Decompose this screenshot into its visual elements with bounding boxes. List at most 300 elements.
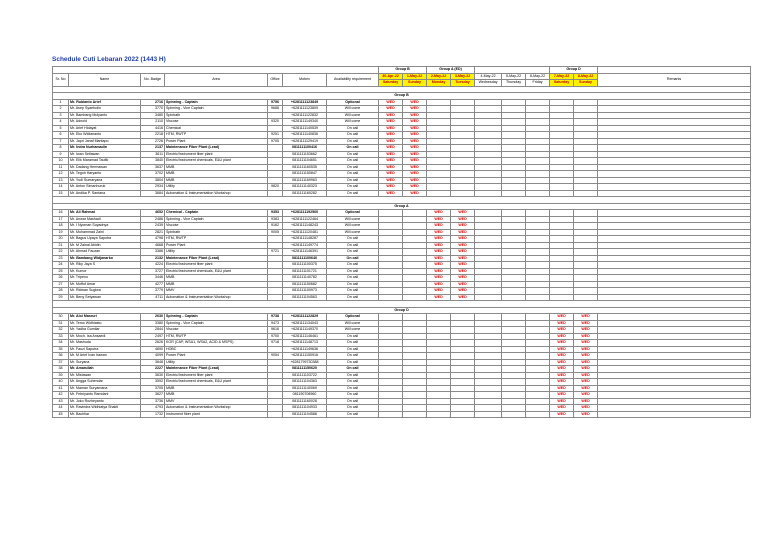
area-cell: MMB xyxy=(165,275,268,282)
badge-cell: 2934 xyxy=(141,184,165,191)
wed-cell: WED xyxy=(451,288,475,295)
mobex-cell: 0811111160535 xyxy=(283,164,327,171)
wed-cell: WED xyxy=(574,366,598,373)
sr-no-cell: 28 xyxy=(53,288,69,295)
wed-cell: WED xyxy=(427,216,451,223)
day-header: Sunday xyxy=(403,80,427,87)
remarks-cell xyxy=(598,411,751,418)
sr-no-cell: 35 xyxy=(53,346,69,353)
sr-no-cell: 36 xyxy=(53,353,69,360)
sr-no-cell: 13 xyxy=(53,177,69,184)
badge-cell: 3648 xyxy=(141,359,165,366)
sr-no-cell: 23 xyxy=(53,255,69,262)
sr-no-cell: 8 xyxy=(53,145,69,152)
badge-cell: 3446 xyxy=(141,275,165,282)
name-cell: Mr. M Arief Ivan Irawan xyxy=(69,353,141,360)
day-header: Tuesday xyxy=(451,80,475,87)
mobex-cell: +6281111140539 xyxy=(283,125,327,132)
mobex-cell: 0811111153662 xyxy=(283,151,327,158)
badge-cell: 2844 xyxy=(141,327,165,334)
availability-cell: On call xyxy=(327,398,379,405)
name-cell: Mr. Fauzi Saputra xyxy=(69,346,141,353)
schedule-cell xyxy=(526,411,550,418)
office-cell: 9688 xyxy=(268,106,283,113)
wed-cell: WED xyxy=(379,99,403,106)
badge-cell: 4668 xyxy=(141,242,165,249)
sr-no-cell: 4 xyxy=(53,119,69,126)
mobex-cell: +6281111149636 xyxy=(283,346,327,353)
badge-cell: 2227 xyxy=(141,366,165,373)
availability-cell: Will come xyxy=(327,119,379,126)
badge-cell: 2821 xyxy=(141,229,165,236)
mobex-cell: 0811111160282 xyxy=(283,190,327,197)
sr-no-cell: 21 xyxy=(53,242,69,249)
wed-cell: WED xyxy=(550,314,574,321)
area-cell: Power Plant xyxy=(165,353,268,360)
area-cell: Utility xyxy=(165,249,268,256)
badge-cell: 2630 xyxy=(141,314,165,321)
name-cell: Mr. Anwar Mashadi xyxy=(69,216,141,223)
col-area: Area xyxy=(165,73,268,86)
wed-cell: WED xyxy=(403,177,427,184)
availability-cell: On call xyxy=(327,359,379,366)
sr-no-cell: 27 xyxy=(53,281,69,288)
availability-cell: On call xyxy=(327,379,379,386)
badge-cell: 3840 xyxy=(141,158,165,165)
mobex-cell: +6281111140836 xyxy=(283,132,327,139)
badge-cell: 3727 xyxy=(141,268,165,275)
badge-cell: 3627 xyxy=(141,392,165,399)
name-cell: Mr. Teguh Haryanto xyxy=(69,171,141,178)
area-cell: Chemical - Captain xyxy=(165,210,268,217)
sr-no-cell: 29 xyxy=(53,294,69,301)
col-name: Name xyxy=(69,73,141,86)
mobex-cell: 0811111104588 xyxy=(283,411,327,418)
col-mobex: Mobex xyxy=(283,73,327,86)
badge-cell: 2137 xyxy=(141,145,165,152)
wed-cell: WED xyxy=(550,372,574,379)
name-cell: Mr. Muhammad Zaini xyxy=(69,229,141,236)
sr-no-cell: 12 xyxy=(53,171,69,178)
badge-cell: 2132 xyxy=(141,255,165,262)
wed-cell: WED xyxy=(379,106,403,113)
sr-no-cell: 31 xyxy=(53,320,69,327)
availability-cell: On call xyxy=(327,255,379,262)
date-header: 30-Apr-22 xyxy=(379,73,403,80)
office-cell: 9616 xyxy=(268,327,283,334)
wed-cell: WED xyxy=(574,385,598,392)
badge-cell: 4793 xyxy=(141,405,165,412)
group-b-label: Group B xyxy=(379,67,427,74)
sr-no-cell: 7 xyxy=(53,138,69,145)
availability-cell: On call xyxy=(327,164,379,171)
wed-cell: WED xyxy=(451,281,475,288)
wed-cell: WED xyxy=(403,171,427,178)
wed-cell: WED xyxy=(379,158,403,165)
name-cell: Mr. Bambang Mulyanto xyxy=(69,112,141,119)
office-cell: 9718 xyxy=(268,340,283,347)
name-cell: Mr. Temo Widhiasto xyxy=(69,320,141,327)
office-cell: 9721 xyxy=(268,249,283,256)
wed-cell: WED xyxy=(550,346,574,353)
wed-cell: WED xyxy=(403,125,427,132)
badge-cell: 4711 xyxy=(141,294,165,301)
sr-no-cell: 34 xyxy=(53,340,69,347)
mobex-cell: +6281111192560 xyxy=(283,210,327,217)
schedule-body xyxy=(53,67,751,418)
sr-no-cell: 10 xyxy=(53,158,69,165)
wed-cell: WED xyxy=(451,268,475,275)
availability-cell: Will come xyxy=(327,216,379,223)
area-cell: KGR (CAP, WSA1, WSA2, ACID & MSPS) xyxy=(165,340,268,347)
wed-cell: WED xyxy=(574,333,598,340)
availability-cell: On call xyxy=(327,288,379,295)
wed-cell: WED xyxy=(550,327,574,334)
availability-cell: Will come xyxy=(327,229,379,236)
availability-cell: On call xyxy=(327,275,379,282)
wed-cell: WED xyxy=(574,405,598,412)
sr-no-cell: 26 xyxy=(53,275,69,282)
group-a-label: Group A (ED) xyxy=(427,67,475,74)
wed-cell: WED xyxy=(403,99,427,106)
mobex-cell: 0811111150847 xyxy=(283,171,327,178)
wed-cell: WED xyxy=(427,268,451,275)
wed-cell: WED xyxy=(379,145,403,152)
name-cell: Mr. Anton Simanhuruk xyxy=(69,184,141,191)
area-cell: Viscose xyxy=(165,119,268,126)
sr-no-cell: 25 xyxy=(53,268,69,275)
name-cell: Mr. Tripeno xyxy=(69,275,141,282)
sr-no-cell: 32 xyxy=(53,327,69,334)
wed-cell: WED xyxy=(379,119,403,126)
mobex-cell: 0811111100640 xyxy=(283,255,327,262)
wed-cell: WED xyxy=(550,398,574,405)
office-cell: 9162 xyxy=(268,223,283,230)
wed-cell: WED xyxy=(403,119,427,126)
availability-cell: On call xyxy=(327,340,379,347)
sr-no-cell: 14 xyxy=(53,184,69,191)
sr-no-cell: 22 xyxy=(53,249,69,256)
wed-cell: WED xyxy=(574,359,598,366)
name-cell: Mr. Moch. Isa Ansaedi xyxy=(69,333,141,340)
area-cell: Utility xyxy=(165,359,268,366)
name-cell: Mr. Ahmad Fauzan xyxy=(69,249,141,256)
availability-cell: On call xyxy=(327,385,379,392)
badge-cell: 4099 xyxy=(141,353,165,360)
sr-no-cell: 9 xyxy=(53,151,69,158)
schedule-cell xyxy=(451,411,475,418)
section-title: Group D xyxy=(53,307,751,314)
table-row xyxy=(53,411,751,418)
sr-no-cell: 45 xyxy=(53,411,69,418)
wed-cell: WED xyxy=(427,249,451,256)
wed-cell: WED xyxy=(550,333,574,340)
date-header: 3-May-22 xyxy=(451,73,475,80)
area-cell: Chemical xyxy=(165,125,268,132)
wed-cell: WED xyxy=(427,223,451,230)
name-cell: Mr. Iwan Setiawan xyxy=(69,151,141,158)
mobex-cell: 0811111103722 xyxy=(283,372,327,379)
availability-cell: On call xyxy=(327,242,379,249)
wed-cell: WED xyxy=(574,320,598,327)
group-d-label: Group D xyxy=(550,67,598,74)
mobex-cell: 0811111160028 xyxy=(283,398,327,405)
sr-no-cell: 17 xyxy=(53,216,69,223)
date-header: 2-May-22 xyxy=(427,73,451,80)
wed-cell: WED xyxy=(403,145,427,152)
availability-cell: On call xyxy=(327,171,379,178)
wed-cell: WED xyxy=(574,392,598,399)
wed-cell: WED xyxy=(427,281,451,288)
availability-cell: On call xyxy=(327,353,379,360)
badge-cell: 3480 xyxy=(141,112,165,119)
wed-cell: WED xyxy=(403,158,427,165)
area-cell: Utility xyxy=(165,184,268,191)
availability-cell: On call xyxy=(327,184,379,191)
area-cell: Maintenance Fiber Plant (Lead) xyxy=(165,145,268,152)
name-cell: Mr. Asep Syaefudin xyxy=(69,106,141,113)
mobex-cell: 0811111104363 xyxy=(283,379,327,386)
area-cell: Automation & Instrumentation Workshop xyxy=(165,405,268,412)
badge-cell: 1732 xyxy=(141,411,165,418)
wed-cell: WED xyxy=(427,210,451,217)
badge-cell: 2218 xyxy=(141,132,165,139)
availability-cell: On call xyxy=(327,249,379,256)
area-cell: HTM, RWTP xyxy=(165,132,268,139)
availability-cell: On call xyxy=(327,158,379,165)
office-cell: 9738 xyxy=(268,314,283,321)
wed-cell: WED xyxy=(403,138,427,145)
area-cell: Automation & Instrumentation Workshop xyxy=(165,190,268,197)
sr-no-cell: 18 xyxy=(53,223,69,230)
name-cell: Mr. Bagus Upaya Saputra xyxy=(69,236,141,243)
badge-cell: 3386 xyxy=(141,249,165,256)
wed-cell: WED xyxy=(550,359,574,366)
day-header: Saturday xyxy=(550,80,574,87)
availability-cell: Will come xyxy=(327,106,379,113)
badge-cell: 2726 xyxy=(141,138,165,145)
wed-cell: WED xyxy=(451,262,475,269)
mobex-cell: 0811111104651 xyxy=(283,158,327,165)
mobex-cell: 0811111140782 xyxy=(283,275,327,282)
schedule-cell xyxy=(379,411,403,418)
badge-cell: 2497 xyxy=(141,333,165,340)
badge-cell: 4277 xyxy=(141,281,165,288)
day-header: Friday xyxy=(526,80,550,87)
mobex-cell: 0811111150682 xyxy=(283,281,327,288)
area-cell: MMB xyxy=(165,164,268,171)
wed-cell: WED xyxy=(403,164,427,171)
wed-cell: WED xyxy=(427,294,451,301)
wed-cell: WED xyxy=(451,236,475,243)
wed-cell: WED xyxy=(574,346,598,353)
wed-cell: WED xyxy=(427,255,451,262)
area-cell: Power Plant xyxy=(165,138,268,145)
date-header: 8-May-22 xyxy=(574,73,598,80)
availability-cell: On call xyxy=(327,372,379,379)
wed-cell: WED xyxy=(451,249,475,256)
name-cell: Mr. Ali Rahmat xyxy=(69,210,141,217)
schedule-cell xyxy=(475,411,502,418)
office-cell: 9054 xyxy=(268,353,283,360)
wed-cell: WED xyxy=(550,320,574,327)
availability-cell: On call xyxy=(327,236,379,243)
mobex-cell: 0811111100375 xyxy=(283,262,327,269)
mobex-cell: 0811111100416 xyxy=(283,145,327,152)
availability-cell: On call xyxy=(327,177,379,184)
sr-no-cell: 6 xyxy=(53,132,69,139)
name-cell: Mr. Elik Maramad Taufik xyxy=(69,158,141,165)
badge-cell: 4652 xyxy=(141,210,165,217)
name-cell: Mr. Bachtiar xyxy=(69,411,141,418)
sr-no-cell: 42 xyxy=(53,392,69,399)
col-remarks: Remarks xyxy=(598,73,751,86)
schedule-cell xyxy=(403,411,427,418)
area-cell: Spinning - Captain xyxy=(165,99,268,106)
name-cell: Mr. Ravindra Widhiatya Shakti xyxy=(69,405,141,412)
sr-no-cell: 33 xyxy=(53,333,69,340)
wed-cell: WED xyxy=(451,216,475,223)
mobex-cell: 0811111150620 xyxy=(283,366,327,373)
sr-no-cell: 11 xyxy=(53,164,69,171)
mobex-cell: 0811111140069 xyxy=(283,385,327,392)
office-cell xyxy=(268,411,283,418)
sr-no-cell: 40 xyxy=(53,379,69,386)
badge-cell: 3705 xyxy=(141,385,165,392)
wed-cell: WED xyxy=(403,184,427,191)
area-cell: MMV xyxy=(165,398,268,405)
availability-cell: Optional xyxy=(327,210,379,217)
mobex-cell: +6281111149340 xyxy=(283,119,327,126)
col-office: Office xyxy=(268,73,283,86)
area-cell: Spinning - Vice Captain xyxy=(165,320,268,327)
wed-cell: WED xyxy=(403,106,427,113)
area-cell: Spinbath xyxy=(165,229,268,236)
availability-cell: On call xyxy=(327,411,379,418)
mobex-cell: +6281111149774 xyxy=(283,242,327,249)
mobex-cell: +6281799730388 xyxy=(283,359,327,366)
availability-cell: On call xyxy=(327,125,379,132)
area-cell: HOBC xyxy=(165,346,268,353)
badge-cell: 4798 xyxy=(141,236,165,243)
name-cell: Mr. Yadha Gumilar xyxy=(69,327,141,334)
wed-cell: WED xyxy=(427,236,451,243)
availability-cell: Will come xyxy=(327,320,379,327)
availability-cell: On call xyxy=(327,294,379,301)
col-sr: Sr. No xyxy=(53,73,69,86)
date-header: 5-May-22 xyxy=(502,73,526,80)
wed-cell: WED xyxy=(574,314,598,321)
mobex-cell: +6281111122832 xyxy=(283,112,327,119)
badge-cell: 3702 xyxy=(141,171,165,178)
name-cell: Mr. Adnold xyxy=(69,119,141,126)
name-cell: Mr. Aloi Masruri xyxy=(69,314,141,321)
area-cell: MMB xyxy=(165,392,268,399)
name-cell: Mr. Rubianto Arief xyxy=(69,99,141,106)
wed-cell: WED xyxy=(379,112,403,119)
schedule-cell xyxy=(502,411,526,418)
wed-cell: WED xyxy=(427,242,451,249)
mobex-cell: 0811111104933 xyxy=(283,405,327,412)
badge-cell: 2439 xyxy=(141,223,165,230)
wed-cell: WED xyxy=(574,398,598,405)
schedule-table xyxy=(52,66,751,418)
availability-cell: On call xyxy=(327,346,379,353)
name-cell: Mr. Amarullah xyxy=(69,366,141,373)
wed-cell: WED xyxy=(550,366,574,373)
badge-cell: 3779 xyxy=(141,288,165,295)
availability-cell: On call xyxy=(327,268,379,275)
availability-cell: On call xyxy=(327,145,379,152)
badge-cell: 3770 xyxy=(141,106,165,113)
badge-cell: 3592 xyxy=(141,379,165,386)
wed-cell: WED xyxy=(451,242,475,249)
availability-cell: On call xyxy=(327,190,379,197)
office-cell: 9756 xyxy=(268,99,283,106)
area-cell: Electric/Instrument fiber plant xyxy=(165,262,268,269)
wed-cell: WED xyxy=(574,353,598,360)
sheet-title: Schedule Cuti Lebaran 2022 (1443 H) xyxy=(52,56,166,63)
area-cell: MMB xyxy=(165,281,268,288)
availability-cell: On call xyxy=(327,262,379,269)
wed-cell: WED xyxy=(574,327,598,334)
sr-no-cell: 1 xyxy=(53,99,69,106)
badge-cell: 4416 xyxy=(141,125,165,132)
sr-no-cell: 37 xyxy=(53,359,69,366)
area-cell: Spinning - Vice Captain xyxy=(165,106,268,113)
name-cell: Mr. Moffuf Amar xyxy=(69,281,141,288)
wed-cell: WED xyxy=(550,411,574,418)
name-cell: Mr. Ridwan Sugiwa xyxy=(69,288,141,295)
badge-cell: 3736 xyxy=(141,398,165,405)
badge-cell: 2486 xyxy=(141,216,165,223)
mobex-cell: 0811111140323 xyxy=(283,184,327,191)
badge-cell: 4224 xyxy=(141,262,165,269)
wed-cell: WED xyxy=(379,132,403,139)
day-header: Monday xyxy=(427,80,451,87)
name-cell: Mr. Suryana xyxy=(69,359,141,366)
wed-cell: WED xyxy=(451,229,475,236)
mobex-cell: 0811111101721 xyxy=(283,268,327,275)
area-cell: Viscose xyxy=(165,223,268,230)
wed-cell: WED xyxy=(379,138,403,145)
mobex-cell: +6281111146391 xyxy=(283,249,327,256)
availability-cell: Optional xyxy=(327,99,379,106)
area-cell: Electric/Instrument fiber plant xyxy=(165,372,268,379)
wed-cell: WED xyxy=(379,164,403,171)
sr-no-cell: 39 xyxy=(53,372,69,379)
badge-cell: 3611 xyxy=(141,151,165,158)
area-cell: Spinbath xyxy=(165,112,268,119)
availability-cell: On call xyxy=(327,392,379,399)
wed-cell: WED xyxy=(574,379,598,386)
office-cell: 9700 xyxy=(268,333,283,340)
area-cell: Electric/Instrument chemicals, E&U plant xyxy=(165,379,268,386)
badge-cell: 3380 xyxy=(141,320,165,327)
sr-no-cell: 20 xyxy=(53,236,69,243)
mobex-cell: +6281111146461 xyxy=(283,333,327,340)
name-cell: Mr. Bambang Widjanarko xyxy=(69,255,141,262)
wed-cell: WED xyxy=(451,294,475,301)
badge-cell: 3804 xyxy=(141,177,165,184)
name-cell: Mr. Maman Suryamana xyxy=(69,385,141,392)
office-cell: 9353 xyxy=(268,210,283,217)
date-header: 6-May-22 xyxy=(526,73,550,80)
name-cell: Mr. Kumor xyxy=(69,268,141,275)
area-cell: HTM, RWTP xyxy=(165,333,268,340)
wed-cell: WED xyxy=(550,405,574,412)
mobex-cell: 081190708960 xyxy=(283,392,327,399)
